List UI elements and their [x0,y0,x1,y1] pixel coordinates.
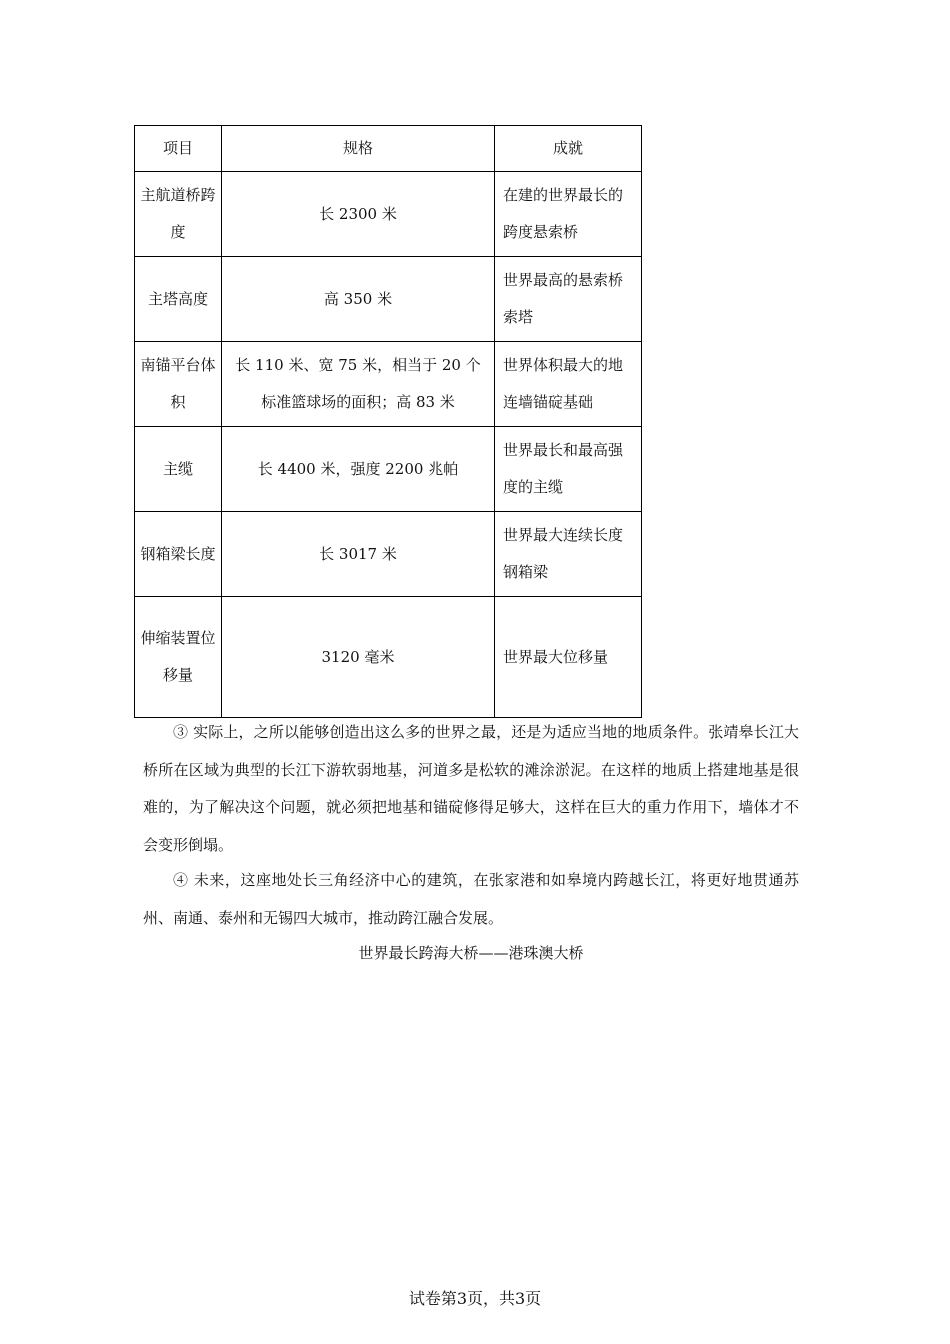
table-row [135,597,642,718]
cell-achievement: 世界最长和最高强度的主缆 [495,427,642,512]
table-header-row [135,126,642,172]
cell-item: 南锚平台体积 [135,342,222,427]
table-row [135,257,642,342]
cell-item: 主航道桥跨度 [135,172,222,257]
cell-spec: 高 350 米 [222,257,495,342]
header-achievement: 成就 [495,126,642,172]
cell-achievement: 世界最大连续长度钢箱梁 [495,512,642,597]
paragraph-4: ④ 未来，这座地处长三角经济中心的建筑，在张家港和如皋境内跨越长江，将更好地贯通苏州、南通、泰州和无锡四大城市，推动跨江融合发展。 [143,871,799,927]
cell-spec: 长 4400 米，强度 2200 兆帕 [222,427,495,512]
cell-item: 主塔高度 [135,257,222,342]
cell-spec: 长 2300 米 [222,172,495,257]
page-footer: 试卷第3页，共3页 [408,1289,542,1308]
cell-spec: 长 3017 米 [222,512,495,597]
cell-spec: 长 110 米、宽 75 米，相当于 20 个标准篮球场的面积；高 83 米 [222,342,495,427]
table-row [135,342,642,427]
cell-item: 伸缩装置位移量 [135,597,222,718]
cell-achievement: 世界体积最大的地连墙锚碇基础 [495,342,642,427]
cell-spec: 3120 毫米 [222,597,495,718]
table-row [135,172,642,257]
header-item: 项目 [135,126,222,172]
table-row [135,427,642,512]
cell-achievement: 世界最高的悬索桥索塔 [495,257,642,342]
table-row [135,512,642,597]
cell-item: 钢箱梁长度 [135,512,222,597]
cell-item: 主缆 [135,427,222,512]
cell-achievement: 在建的世界最长的跨度悬索桥 [495,172,642,257]
cell-achievement: 世界最大位移量 [495,597,642,718]
specification-table [134,125,642,718]
header-spec: 规格 [222,126,495,172]
paragraph-3: ③ 实际上，之所以能够创造出这么多的世界之最，还是为适应当地的地质条件。张靖皋长江大桥所在区域为典型的长江下游软弱地基，河道多是松软的滩涂淤泥。在这样的地质上搭建地基是很难的，为了解决这个问题，就必须把地基和锚碇修得足够大，这样在巨大的重力作用下，墙体才不会变形倒塌。 [143,723,799,854]
section-title: 世界最长跨海大桥——港珠澳大桥 [358,944,584,962]
